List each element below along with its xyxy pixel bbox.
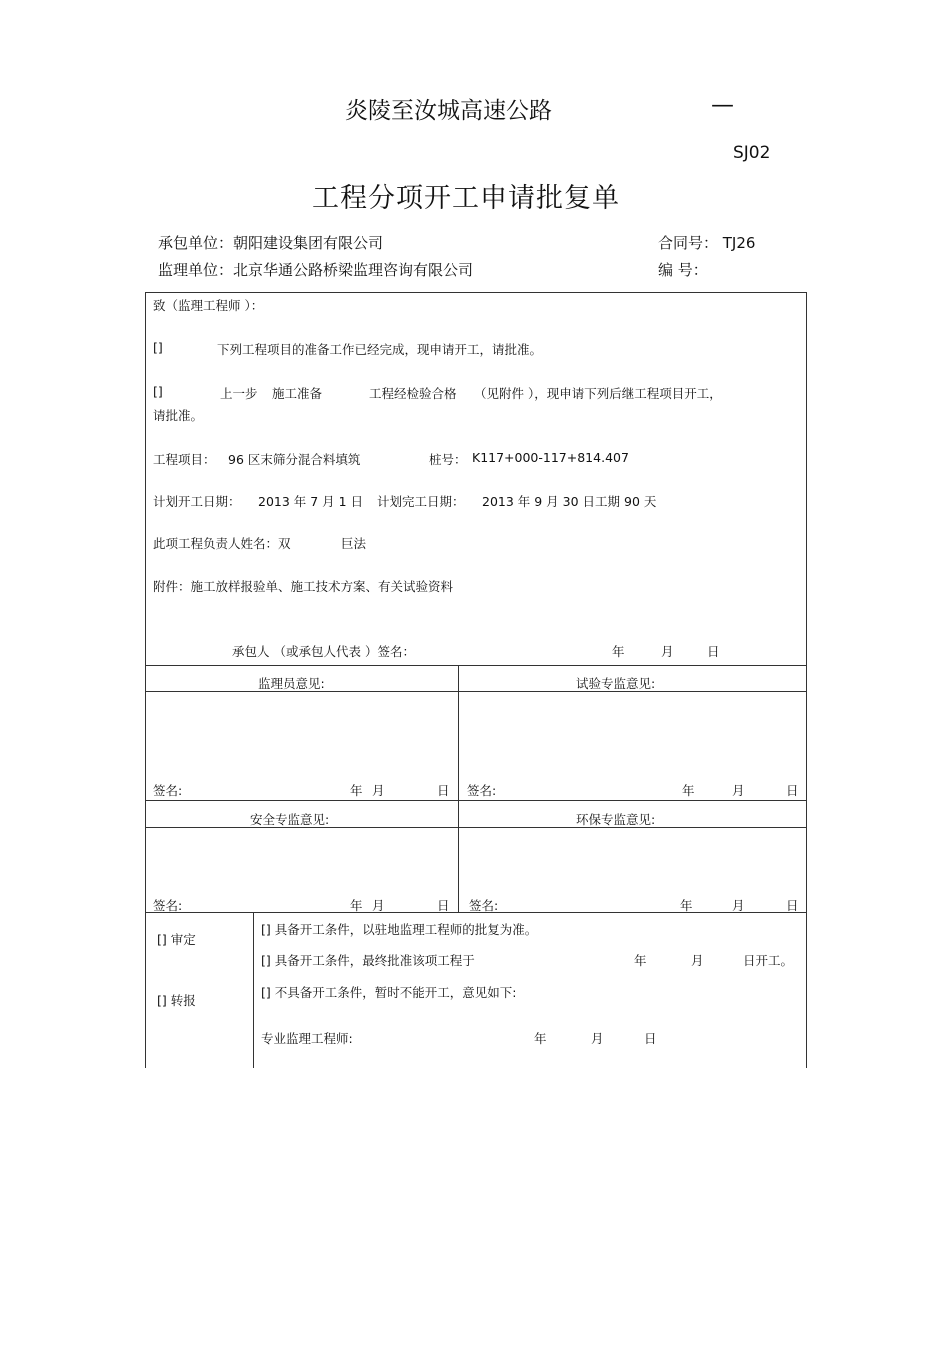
safety-sign-year: 年 bbox=[350, 898, 363, 913]
supervisor-sign-day: 日 bbox=[437, 783, 450, 798]
env-sign-label: 签名: bbox=[469, 898, 499, 913]
contractor-sign-day: 日 bbox=[707, 644, 720, 659]
document-title: 工程分项开工申请批复单 bbox=[312, 183, 620, 214]
engineer-sign-month: 月 bbox=[591, 1031, 604, 1046]
forward-checkbox[interactable]: [] 转报 bbox=[157, 993, 196, 1008]
safety-sign-month: 月 bbox=[372, 898, 385, 913]
test-opinion-header: 试验专监意见: bbox=[576, 676, 656, 691]
approval-option-c[interactable]: [] 不具备开工条件，暂时不能开工，意见如下: bbox=[261, 985, 517, 1000]
contractor-signature-label: 承包人 （或承包人代表 ）签名： bbox=[232, 644, 415, 659]
test-sign-month: 月 bbox=[732, 783, 745, 798]
plan-start-value: 2013 年 7 月 1 日 bbox=[258, 494, 364, 509]
env-sign-year: 年 bbox=[680, 898, 693, 913]
pile-label: 桩号： bbox=[429, 452, 467, 467]
supervisor-sign-label: 签名: bbox=[153, 783, 183, 798]
responsible-person-name: 巨法 bbox=[341, 536, 367, 551]
approval-option-b-month: 月 bbox=[691, 953, 704, 968]
contractor-sign-month: 月 bbox=[661, 644, 674, 659]
pile-value: K117+000-117+814.407 bbox=[472, 450, 629, 465]
option-2-attachment: （见附件 ），现申请下列后继工程项目开工， bbox=[474, 386, 722, 401]
divider-opinion-header-2 bbox=[146, 827, 806, 828]
addressee: 致（监理工程师 ）： bbox=[153, 298, 264, 313]
safety-sign-day: 日 bbox=[437, 898, 450, 913]
supervisor-sign-year: 年 bbox=[350, 783, 363, 798]
test-sign-year: 年 bbox=[682, 783, 695, 798]
supervisor-unit: 监理单位：北京华通公路桥梁监理咨询有限公司 bbox=[158, 261, 474, 279]
engineer-sign-year: 年 bbox=[534, 1031, 547, 1046]
item-label: 工程项目： bbox=[153, 452, 216, 467]
approval-option-b[interactable]: [] 具备开工条件，最终批准该项工程于 bbox=[261, 953, 475, 968]
engineer-sign-label: 专业监理工程师: bbox=[261, 1031, 353, 1046]
safety-sign-label: 签名: bbox=[153, 898, 183, 913]
env-sign-day: 日 bbox=[786, 898, 799, 913]
option-2-preparation: 施工准备 bbox=[272, 386, 323, 401]
env-sign-month: 月 bbox=[732, 898, 745, 913]
item-value: 96 区末筛分混合料填筑 bbox=[228, 452, 361, 467]
review-checkbox[interactable]: [] 审定 bbox=[157, 932, 196, 947]
approval-option-a[interactable]: [] 具备开工条件，以驻地监理工程师的批复为准。 bbox=[261, 922, 538, 937]
engineer-sign-day: 日 bbox=[644, 1031, 657, 1046]
env-opinion-header: 环保专监意见: bbox=[576, 812, 656, 827]
option-2-passed: 工程经检验合格 bbox=[369, 386, 457, 401]
application-form bbox=[145, 292, 807, 1068]
divider-request-bottom bbox=[146, 665, 806, 666]
contract-number: 合同号： TJ26 bbox=[658, 234, 756, 252]
test-sign-day: 日 bbox=[786, 783, 799, 798]
divider-opinion-row-1 bbox=[146, 800, 806, 801]
approval-option-b-tail: 日开工。 bbox=[743, 953, 794, 968]
option-2-checkbox[interactable]: [] bbox=[153, 384, 163, 399]
plan-end-value: 2013 年 9 月 30 日工期 90 天 bbox=[482, 494, 657, 509]
approval-option-b-year: 年 bbox=[634, 953, 647, 968]
serial-number: 编 号： bbox=[658, 261, 708, 279]
test-sign-label: 签名: bbox=[467, 783, 497, 798]
attachments: 附件：施工放样报验单、施工技术方案、有关试验资料 bbox=[153, 579, 454, 594]
option-1-text: 下列工程项目的准备工作已经完成，现申请开工，请批准。 bbox=[217, 342, 543, 357]
option-2-tail: 请批准。 bbox=[153, 408, 204, 423]
responsible-person: 此项工程负责人姓名：双 bbox=[153, 536, 291, 551]
form-number: SJ02 bbox=[733, 143, 771, 163]
plan-start-label: 计划开工日期： bbox=[153, 494, 241, 509]
plan-end-label: 计划完工日期： bbox=[377, 494, 465, 509]
option-2-previous-step: 上一步 bbox=[220, 386, 258, 401]
option-1-checkbox[interactable]: [] bbox=[153, 340, 163, 355]
project-name: 炎陵至汝城高速公路 bbox=[345, 98, 552, 124]
divider-opinion-column bbox=[458, 665, 459, 912]
divider-approval-column bbox=[253, 912, 254, 1068]
project-dash: — bbox=[711, 92, 734, 118]
divider-opinion-header-1 bbox=[146, 691, 806, 692]
supervisor-opinion-header: 监理员意见: bbox=[258, 676, 325, 691]
contractor-sign-year: 年 bbox=[612, 644, 625, 659]
contractor-unit: 承包单位：朝阳建设集团有限公司 bbox=[158, 234, 384, 252]
supervisor-sign-month: 月 bbox=[372, 783, 385, 798]
safety-opinion-header: 安全专监意见: bbox=[250, 812, 330, 827]
